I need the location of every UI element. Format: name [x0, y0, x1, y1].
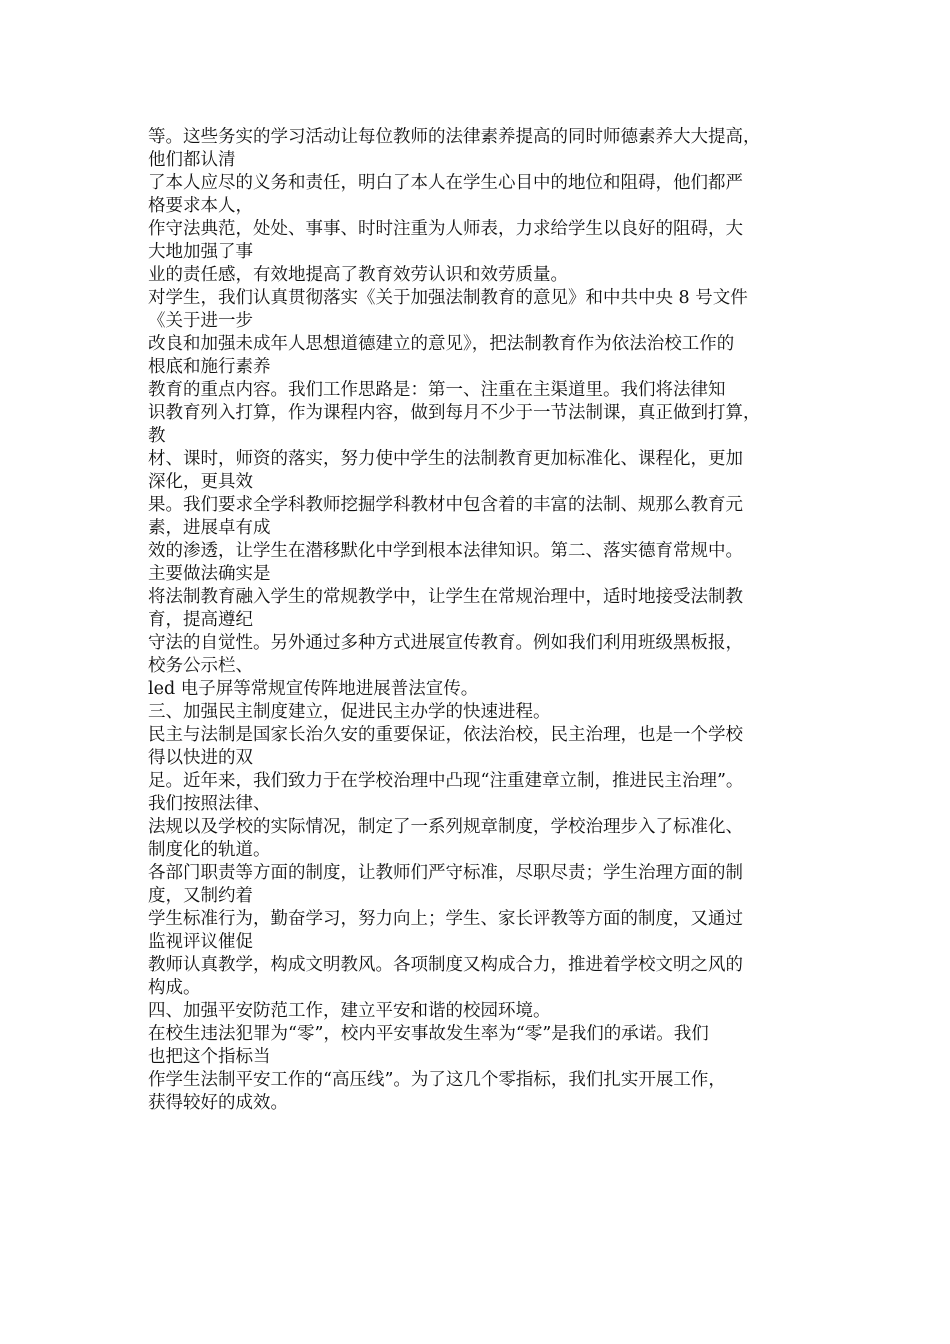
text-line: 将法制教育融入学生的常规教学中，让学生在常规治理中，适时地接受法制教 [148, 587, 743, 607]
section-heading: 四、加强平安防范工作，建立平安和谐的校园环境。 [148, 1001, 551, 1021]
text-line: 也把这个指标当 [148, 1047, 271, 1067]
text-line: 大地加强了事 [148, 242, 253, 262]
text-line: 作守法典范，处处、事事、时时注重为人师表，力求给学生以良好的阻碍，大 [148, 219, 743, 239]
text-line: 获得较好的成效。 [148, 1093, 288, 1113]
text-line: 教 [148, 426, 166, 446]
text-line: 根底和施行素养 [148, 357, 271, 377]
text-line: 得以快进的双 [148, 748, 253, 768]
text-line: 民主与法制是国家长治久安的重要保证，依法治校，民主治理，也是一个学校 [148, 725, 743, 745]
text-line: 他们都认清 [148, 150, 236, 170]
text-line: 教师认真教学，构成文明教风。各项制度又构成合力，推进着学校文明之风的 [148, 955, 743, 975]
text-line: 制度化的轨道。 [148, 840, 271, 860]
text-line: 主要做法确实是 [148, 564, 271, 584]
text-line: 在校生违法犯罪为“零”，校内平安事故发生率为“零”是我们的承诺。我们 [148, 1024, 709, 1044]
text-line: 法规以及学校的实际情况，制定了一系列规章制度，学校治理步入了标准化、 [148, 817, 743, 837]
text-line: 素，进展卓有成 [148, 518, 271, 538]
text-line: 业的责任感，有效地提高了教育效劳认识和效劳质量。 [148, 265, 568, 285]
text-line: led 电子屏等常规宣传阵地进展普法宣传。 [148, 679, 479, 699]
text-line: 教育的重点内容。我们工作思路是：第一、注重在主渠道里。我们将法律知 [148, 380, 726, 400]
text-line: 了本人应尽的义务和责任，明白了本人在学生心目中的地位和阻碍，他们都严 [148, 173, 743, 193]
text-line: 效的渗透，让学生在潜移默化中学到根本法律知识。第二、落实德育常规中。 [148, 541, 743, 561]
section-heading: 三、加强民主制度建立，促进民主办学的快速进程。 [148, 702, 551, 722]
text-line: 识教育列入打算，作为课程内容，做到每月不少于一节法制课，真正做到打算， [148, 403, 761, 423]
text-line: 对学生，我们认真贯彻落实《关于加强法制教育的意见》和中共中央 8 号文件 [148, 288, 748, 308]
document-body [148, 126, 813, 1114]
text-line: 学生标准行为，勤奋学习，努力向上；学生、家长评教等方面的制度，又通过 [148, 909, 743, 929]
text-line: 度，又制约着 [148, 886, 253, 906]
text-line: 校务公示栏、 [148, 656, 253, 676]
text-line: 《关于进一步 [148, 311, 253, 331]
text-line: 作学生法制平安工作的“高压线”。为了这几个零指标，我们扎实开展工作， [148, 1070, 726, 1090]
text-line: 足。近年来，我们致力于在学校治理中凸现“注重建章立制，推进民主治理”。 [148, 771, 744, 791]
text-line: 我们按照法律、 [148, 794, 271, 814]
text-line: 深化，更具效 [148, 472, 253, 492]
text-line: 育，提高遵纪 [148, 610, 253, 630]
text-line: 改良和加强未成年人思想道德建立的意见》，把法制教育作为依法治校工作的 [148, 334, 735, 354]
text-line: 各部门职责等方面的制度，让教师们严守标准，尽职尽责；学生治理方面的制 [148, 863, 743, 883]
text-line: 果。我们要求全学科教师挖掘学科教材中包含着的丰富的法制、规那么教育元 [148, 495, 743, 515]
text-line: 材、课时，师资的落实，努力使中学生的法制教育更加标准化、课程化，更加 [148, 449, 743, 469]
text-line: 等。这些务实的学习活动让每位教师的法律素养提高的同时师德素养大大提高， [148, 127, 761, 147]
text-line: 格要求本人， [148, 196, 253, 216]
text-line: 监视评议催促 [148, 932, 253, 952]
text-line: 守法的自觉性。另外通过多种方式进展宣传教育。例如我们利用班级黑板报， [148, 633, 743, 653]
text-line: 构成。 [148, 978, 201, 998]
